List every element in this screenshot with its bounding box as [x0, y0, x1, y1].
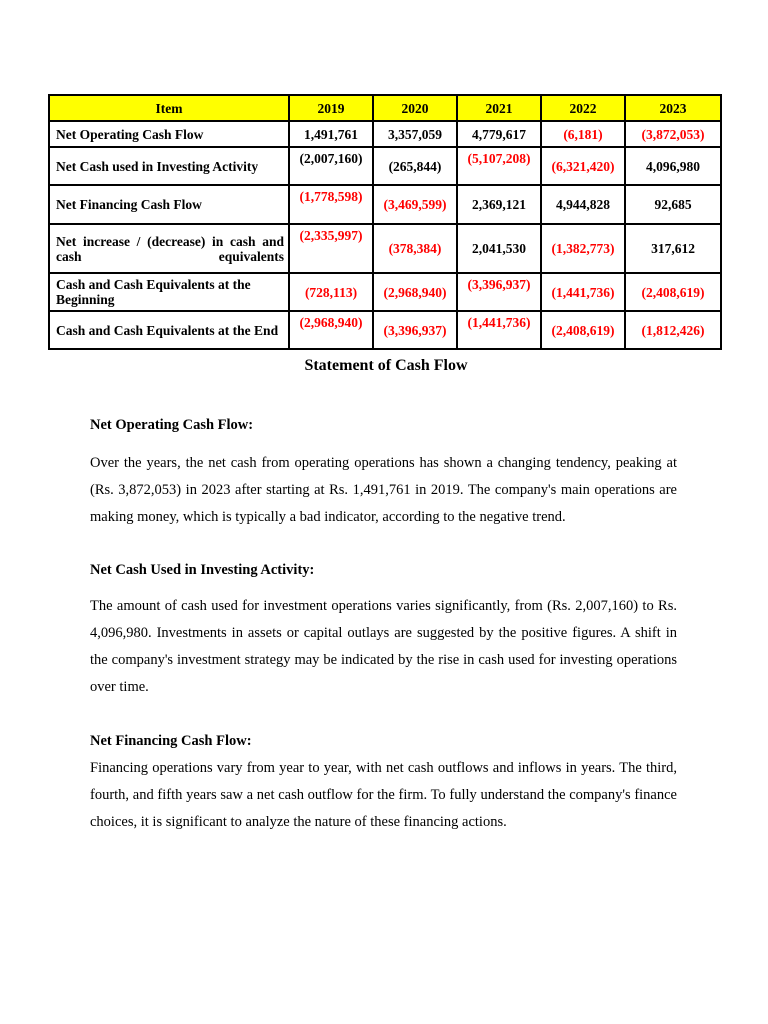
cell-value: 1,491,761: [289, 121, 373, 147]
cell-value: (265,844): [373, 147, 457, 185]
row-label: Cash and Cash Equivalents at the Beginning: [49, 273, 289, 311]
row-label: Net increase / (decrease) in cash and cash equivalents: [49, 224, 289, 273]
cell-value: (378,384): [373, 224, 457, 273]
cell-value: 2,041,530: [457, 224, 541, 273]
cell-value: (1,778,598): [289, 185, 373, 224]
cell-value: (1,812,426): [625, 311, 721, 349]
header-2019: 2019: [289, 95, 373, 121]
cell-value: (2,335,997): [289, 224, 373, 273]
section-body-investing: The amount of cash used for investment operations varies significantly, from (Rs. 2,007,160) to Rs. 4,096,980. Investments in assets or capital outlays are suggested by the positive figures. A shift in the company's investment strategy may be indicated by the rise in cash used for investing operations over time.: [90, 598, 677, 695]
row-label: Net Cash used in Investing Activity: [49, 147, 289, 185]
cell-value: 4,944,828: [541, 185, 625, 224]
row-label: Cash and Cash Equivalents at the End: [49, 311, 289, 349]
cell-value: (2,408,619): [625, 273, 721, 311]
cell-value: (2,968,940): [373, 273, 457, 311]
section-body-financing: Financing operations vary from year to year, with net cash outflows and inflows in years. The third, fourth, and fifth years saw a net cash outflow for the firm. To fully understand the company's finance choices, it is significant to analyze the nature of these financing actions.: [90, 760, 677, 830]
header-2020: 2020: [373, 95, 457, 121]
cell-value: (3,396,937): [373, 311, 457, 349]
row-label: Net Operating Cash Flow: [49, 121, 289, 147]
cell-value: 317,612: [625, 224, 721, 273]
cash-flow-table: [48, 94, 722, 350]
cell-value: 92,685: [625, 185, 721, 224]
table-row: [49, 121, 721, 147]
table-row: [49, 147, 721, 185]
cell-value: 2,369,121: [457, 185, 541, 224]
section-heading-operating: Net Operating Cash Flow:: [90, 417, 254, 433]
section-heading-financing: Net Financing Cash Flow:: [90, 733, 252, 749]
cell-value: (6,321,420): [541, 147, 625, 185]
table-row: [49, 185, 721, 224]
cell-value: 4,779,617: [457, 121, 541, 147]
table-row: [49, 311, 721, 349]
cell-value: (3,396,937): [457, 273, 541, 311]
cell-value: (3,872,053): [625, 121, 721, 147]
section-heading-investing: Net Cash Used in Investing Activity:: [90, 562, 315, 578]
cell-value: (2,968,940): [289, 311, 373, 349]
cell-value: (2,007,160): [289, 147, 373, 185]
row-label: Net Financing Cash Flow: [49, 185, 289, 224]
cell-value: (2,408,619): [541, 311, 625, 349]
cell-value: 3,357,059: [373, 121, 457, 147]
header-2021: 2021: [457, 95, 541, 121]
table-header-row: [49, 95, 721, 121]
cell-value: (1,441,736): [541, 273, 625, 311]
cell-value: (3,469,599): [373, 185, 457, 224]
section-body-operating: Over the years, the net cash from operating operations has shown a changing tendency, peaking at (Rs. 3,872,053) in 2023 after starting at Rs. 1,491,761 in 2019. The company's main operations are making money, which is typically a bad indicator, according to the negative trend.: [90, 455, 677, 525]
cell-value: (1,382,773): [541, 224, 625, 273]
cell-value: (728,113): [289, 273, 373, 311]
header-item: Item: [49, 95, 289, 121]
cell-value: (6,181): [541, 121, 625, 147]
cell-value: (5,107,208): [457, 147, 541, 185]
table-caption: Statement of Cash Flow: [304, 357, 468, 374]
table-row: [49, 273, 721, 311]
header-2022: 2022: [541, 95, 625, 121]
table-row: [49, 224, 721, 273]
cell-value: 4,096,980: [625, 147, 721, 185]
header-2023: 2023: [625, 95, 721, 121]
cell-value: (1,441,736): [457, 311, 541, 349]
